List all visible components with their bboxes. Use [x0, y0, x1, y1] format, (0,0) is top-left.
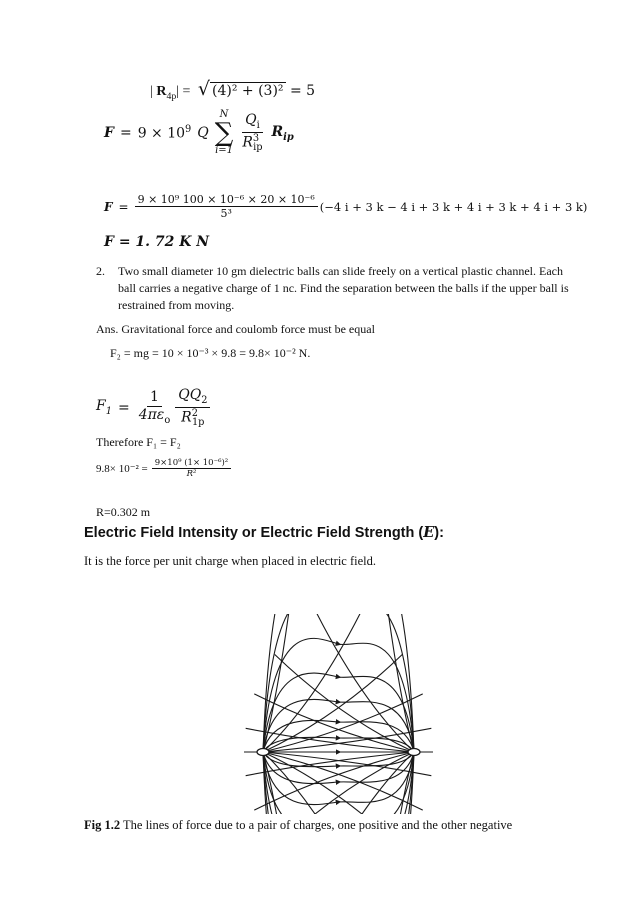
- r-subscript: ip: [253, 142, 263, 154]
- field-line-upper: [263, 737, 414, 752]
- f2-equation: F₂ = mg = 10 × 10⁻³ × 9.8 = 9.8× 10⁻² N.: [110, 346, 311, 360]
- field-line-upper: [263, 699, 414, 752]
- r4p-prefix: |: [150, 84, 157, 99]
- problem-line-2: ball carries a negative charge of 1 nc. Find the separation between the balls if the upper ball is: [118, 281, 569, 295]
- constant-base: 9 × 10: [137, 125, 186, 142]
- problem-line-1: Two small diameter 10 gm dielectric balls can slide freely on a vertical plastic channel. Each: [118, 264, 563, 278]
- heading-end: ):: [434, 525, 444, 541]
- section-definition: It is the force per unit charge when placed in electric field.: [84, 554, 376, 568]
- field-line-upper: [263, 594, 414, 752]
- force-symbol: F: [104, 125, 114, 141]
- rip-subscript: ip: [283, 131, 294, 143]
- heading-symbol: E: [423, 524, 435, 541]
- field-line-outer: [263, 752, 423, 810]
- sum-lower-limit: i=1: [215, 145, 234, 156]
- equation-force-summation: [104, 110, 294, 156]
- final-equation: [96, 458, 231, 479]
- qi-symbol: Q: [245, 112, 257, 129]
- r4p-subscript: 4p: [166, 90, 177, 102]
- f1-subscript: 1: [105, 406, 112, 418]
- problem-line-3: restrained from moving.: [118, 298, 235, 312]
- epsilon-subscript: o: [164, 414, 171, 426]
- f1-equation: [96, 387, 210, 429]
- numeric-fraction: [135, 193, 318, 220]
- qi-subscript: i: [256, 119, 260, 131]
- r-distance-exp: 2: [191, 407, 198, 419]
- r4p-suffix: | =: [176, 84, 191, 99]
- caption-label: Fig 1.2: [84, 818, 121, 832]
- sqrt-sign: √: [197, 78, 210, 100]
- r-symbol: R: [242, 134, 253, 151]
- sum-numerator: [242, 112, 263, 133]
- r4p-symbol: R: [156, 84, 167, 99]
- r-exponent: 3: [252, 132, 260, 144]
- radicand: (4)² + (3)²: [212, 83, 284, 99]
- numeric-denominator: 5³: [220, 207, 232, 221]
- vector-sum: (−4 i + 3 k − 4 i + 3 k + 4 i + 3 k + 4 i + 3 k): [319, 199, 588, 214]
- numeric-numerator: 9 × 10⁹ 100 × 10⁻⁶ × 20 × 10⁻⁶: [135, 193, 318, 207]
- coulomb-numerator: 1: [147, 389, 162, 407]
- equation-force-numeric: [104, 193, 587, 220]
- final-fraction: [152, 458, 231, 479]
- sum-fraction: [239, 112, 265, 154]
- field-line-outer: [246, 728, 414, 752]
- constant: [138, 124, 192, 142]
- r4p-rhs: = 5: [289, 83, 316, 99]
- unit-vector: [272, 124, 294, 143]
- coulomb-denominator: [136, 407, 174, 427]
- figure-caption: [84, 817, 512, 833]
- coulomb-constant-fraction: [136, 389, 174, 426]
- field-line-lower: [263, 752, 414, 866]
- summation: [215, 110, 234, 156]
- qq-subscript: 2: [201, 394, 208, 406]
- therefore-statement: Therefore F₁ = F₂: [96, 435, 181, 449]
- answer-result: R=0.302 m: [96, 505, 151, 519]
- section-heading: [84, 524, 444, 541]
- equals-sign-2: =: [118, 199, 129, 214]
- field-line-upper: [263, 673, 414, 752]
- constant-exponent: 9: [185, 124, 192, 136]
- f1-symbol: [96, 398, 112, 417]
- distance-squared: [178, 408, 207, 429]
- field-lines-group: [244, 536, 433, 902]
- field-line-lower: [263, 752, 414, 767]
- force-symbol-2: F: [104, 199, 113, 214]
- field-line-upper: [263, 720, 414, 752]
- negative-charge: [408, 749, 420, 756]
- problem-number: 2.: [96, 264, 105, 278]
- field-line-outer: [263, 613, 361, 752]
- field-line-outer: [263, 728, 431, 752]
- qq-symbol: QQ: [178, 387, 202, 403]
- field-line-outer: [384, 585, 414, 752]
- rip-symbol: R: [271, 123, 284, 140]
- caption-text: The lines of force due to a pair of charges, one positive and the other negative: [120, 818, 513, 832]
- sigma-symbol: ∑: [214, 118, 234, 148]
- field-line-outer: [316, 613, 414, 752]
- r-distance-sub: 1p: [191, 417, 205, 428]
- field-line-outer: [263, 694, 423, 752]
- equation-r4p-magnitude: [150, 78, 315, 102]
- equation-force-result: F = 1. 72 K N: [104, 234, 210, 250]
- heading-text: Electric Field Intensity or Electric Field Strength (: [84, 525, 424, 541]
- field-line-outer: [254, 694, 414, 752]
- field-line-outer: [275, 752, 414, 850]
- final-lhs: 9.8× 10⁻² =: [96, 463, 148, 476]
- field-line-lower: [263, 752, 414, 784]
- sum-upper-limit: N: [219, 109, 229, 120]
- field-line-outer: [246, 752, 414, 776]
- field-line-outer: [275, 654, 414, 752]
- charge-q: Q: [197, 125, 209, 141]
- charge-product: [175, 387, 210, 408]
- field-line-outer: [263, 654, 402, 752]
- sum-denominator: [239, 133, 265, 154]
- field-line-upper: [263, 638, 414, 752]
- field-line-lower: [263, 752, 414, 805]
- field-line-outer: [263, 752, 431, 776]
- final-denominator: R²: [186, 469, 197, 480]
- field-line-outer: [263, 752, 402, 850]
- r-distance: R: [181, 409, 192, 426]
- f1-equals: =: [117, 399, 130, 416]
- equals-sign: =: [119, 125, 132, 141]
- positive-charge: [257, 749, 269, 756]
- f1-letter: F: [96, 398, 106, 415]
- field-line-outer: [254, 752, 414, 810]
- final-numerator: 9×10⁹ (1× 10⁻⁶)²: [152, 458, 231, 469]
- answer-intro: Ans. Gravitational force and coulomb force must be equal: [96, 322, 375, 336]
- charge-distance-fraction: [175, 387, 210, 429]
- field-line-outer: [263, 585, 293, 752]
- four-pi-epsilon: 4πε: [138, 407, 165, 423]
